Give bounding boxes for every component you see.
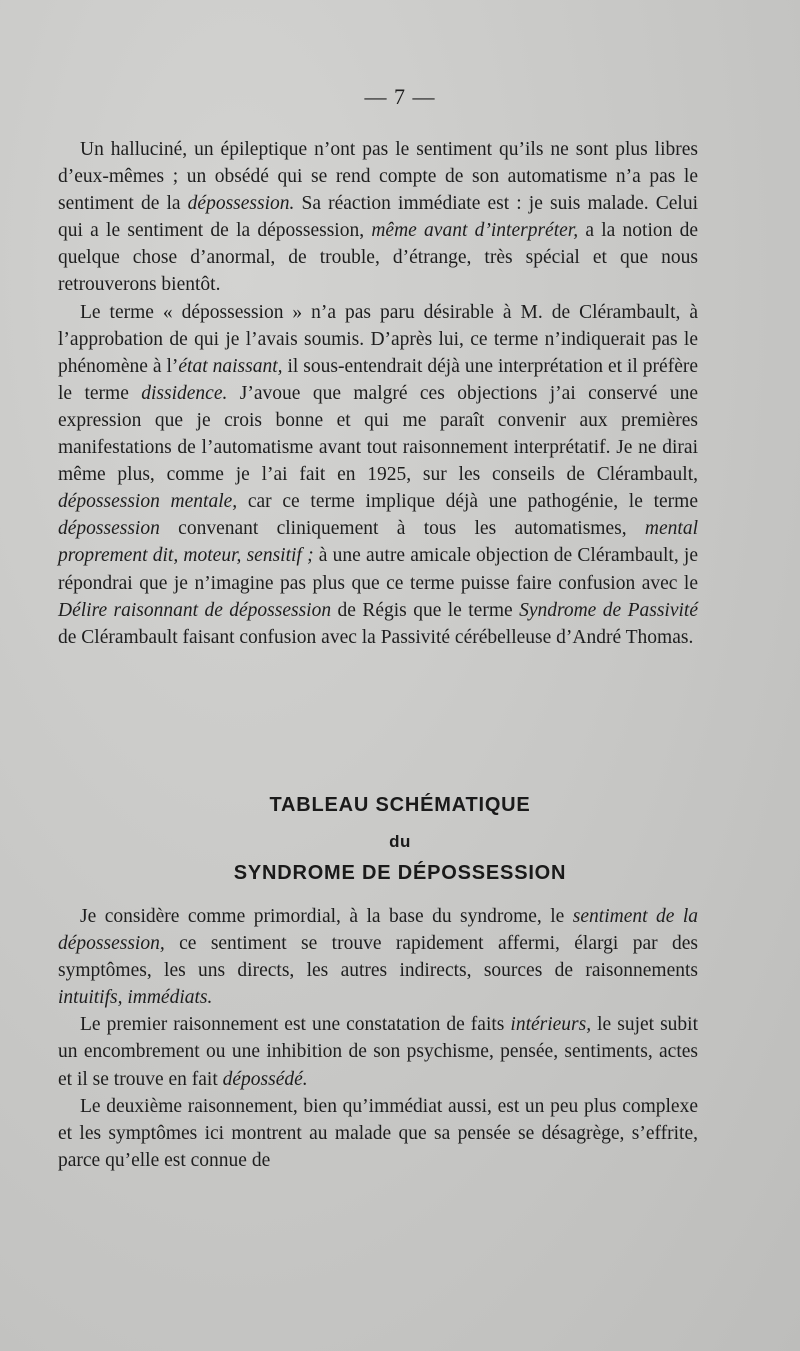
italic-run: même avant d’interpréter, xyxy=(371,220,579,242)
text-run: Un halluciné, un épileptique n’ont pas le sentiment qu’ils ne sont plus libres d’eux-mêmes ; un obsédé qui se rend compte de son automatisme n’a pas le sentiment de la xyxy=(58,139,698,215)
text-run: convenant cliniquement à tous les automatismes, xyxy=(159,518,645,540)
text-run: Le deuxième raisonnement, bien qu’immédiat aussi, est un peu plus complexe et les symptômes ici montrent au malade que sa pensée se désagrège, s’effrite, parce qu’elle est connue de xyxy=(58,1095,698,1171)
italic-run: dépossession. xyxy=(187,193,295,215)
page-number: — 7 — xyxy=(364,84,436,109)
italic-run: Syndrome de Passivité xyxy=(519,599,698,621)
italic-run: dépossession xyxy=(58,518,160,540)
italic-run: dépossession mentale, xyxy=(58,491,238,513)
section-heading-connector: du xyxy=(389,832,411,851)
text-run: de Régis que le terme xyxy=(331,599,520,621)
text-run: ce sentiment se trouve rapidement affermi, élargi par des symptômes, les uns directs, les autres indirects, sources de raisonnements xyxy=(58,933,698,982)
text-block-schema xyxy=(58,903,698,1174)
italic-run: dissidence. xyxy=(141,382,228,404)
paragraph xyxy=(58,1093,698,1174)
text-block-intro xyxy=(58,136,698,651)
italic-run: Délire raisonnant de dépossession xyxy=(58,599,332,621)
paragraph xyxy=(58,903,698,1011)
paragraph xyxy=(58,299,698,651)
italic-run: mental proprement dit, moteur, sensitif ; xyxy=(58,518,698,567)
section-heading-subtitle: SYNDROME DE DÉPOSSESSION xyxy=(233,862,567,884)
paragraph xyxy=(58,1011,698,1092)
text-run: a la notion de quelque chose d’anormal, de trouble, d’étrange, très spécial et que nous retrouverons bientôt. xyxy=(58,220,699,296)
text-run: le sujet subit un encombrement ou une inhibition de son psychisme, pensée, sentiments, actes et il se trouve en fait xyxy=(58,1014,698,1090)
text-run: à une autre amicale objection de Clérambault, je répondrai que je n’imagine pas plus que ce terme puisse faire confusion avec le xyxy=(58,545,698,594)
italic-run: intuitifs, immédiats. xyxy=(58,987,213,1009)
text-run: Je considère comme primordial, à la base du syndrome, le xyxy=(80,906,573,927)
italic-run: sentiment de la dépossession, xyxy=(58,906,698,955)
text-run: car ce terme implique déjà une pathogénie, le terme xyxy=(237,491,698,513)
paragraph xyxy=(58,136,698,299)
text-run: de Clérambault faisant confusion avec la Passivité cérébelleuse d’André Thomas. xyxy=(58,626,694,648)
text-run: Sa réaction immédiate est : je suis malade. Celui qui a le sentiment de la dépossession, xyxy=(58,193,698,242)
italic-run: intérieurs, xyxy=(510,1014,592,1036)
text-run: il sous-entendrait déjà une interprétation et il préfère le terme xyxy=(58,355,698,404)
italic-run: dépossédé. xyxy=(222,1068,308,1090)
text-run: Le premier raisonnement est une constatation de faits xyxy=(80,1014,511,1036)
section-heading: TABLEAU SCHÉMATIQUE xyxy=(269,794,531,816)
text-run: J’avoue que malgré ces objections j’ai conservé une expression que je crois bonne et qui me paraît convenir aux premières manifestations de l’automatisme avant tout raisonnement interprétatif. Je ne dirai même plus, comme je l’ai fait en 1925, sur les conseils de Clérambault, xyxy=(58,382,698,486)
italic-run: état naissant, xyxy=(178,355,283,377)
text-run: Le terme « dépossession » n’a pas paru désirable à M. de Clérambault, à l’approbation de qui je l’avais soumis. D’après lui, ce terme n’indiquerait pas le phénomène à l’ xyxy=(58,301,698,377)
